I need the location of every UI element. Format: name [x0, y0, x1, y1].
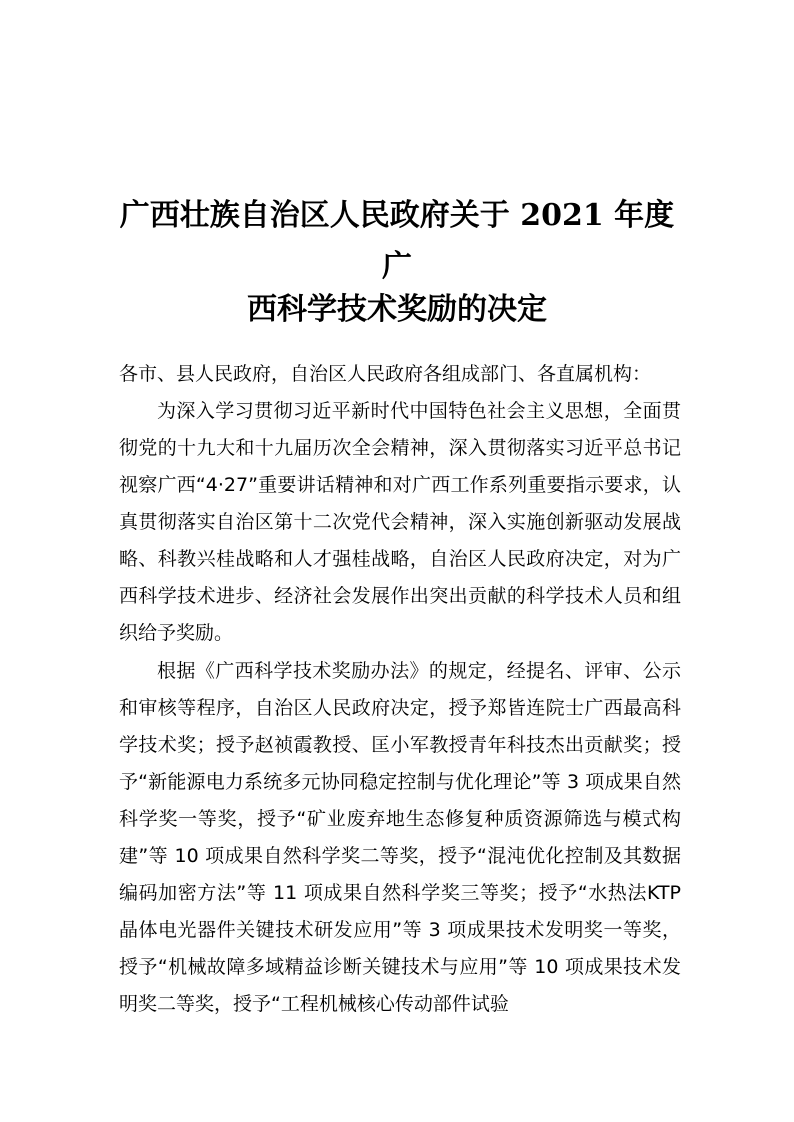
body-paragraph-1: 为深入学习贯彻习近平新时代中国特色社会主义思想，全面贯彻党的十九大和十九届历次全会精神，深入贯彻落实习近平总书记视察广西“4·27”重要讲话精神和对广西工作系列重要指示要求，认真贯彻落实自治区第十二次党代会精神，深入实施创新驱动发展战略、科教兴桂战略和人才强桂战略，自治区人民政府决定，对为广西科学技术进步、经济社会发展作出突出贡献的科学技术人员和组织给予奖励。 — [119, 400, 681, 644]
document-title-line-2: 广 — [382, 249, 412, 284]
document-title-line-3: 西科学技术奖励的决定 — [247, 292, 547, 327]
salutation: 各市、县人民政府，自治区人民政府各组成部门、各直属机构： — [119, 363, 652, 385]
body-paragraph-2: 根据《广西科学技术奖励办法》的规定，经提名、评审、公示和审核等程序，自治区人民政府决定，授予郑皆连院士广西最高科学技术奖；授予赵祯霞教授、匡小军教授青年科技杰出贡献奖；授予“新能源电力系统多元协同稳定控制与优化理论”等 3 项成果自然科学奖一等奖，授予“矿业废弃地生态修复种质资源筛选与模式构建”等 10 项成果自然科学奖二等奖，授予“混沌优化控制及其数据编码加密方法”等 11 项成果自然科学奖三等奖；授予“水热法KTP 晶体电光器件关键技术研发应用”等 3 项成果技术发明奖一等奖，授予“机械故障多域精益诊断关键技术与应用”等 10 项成果技术发明奖二等奖，授予“工程机械核心传动部件试验 — [119, 660, 681, 1015]
document-title-line-1: 广西壮族自治区人民政府关于 2021 年度 — [119, 198, 675, 233]
